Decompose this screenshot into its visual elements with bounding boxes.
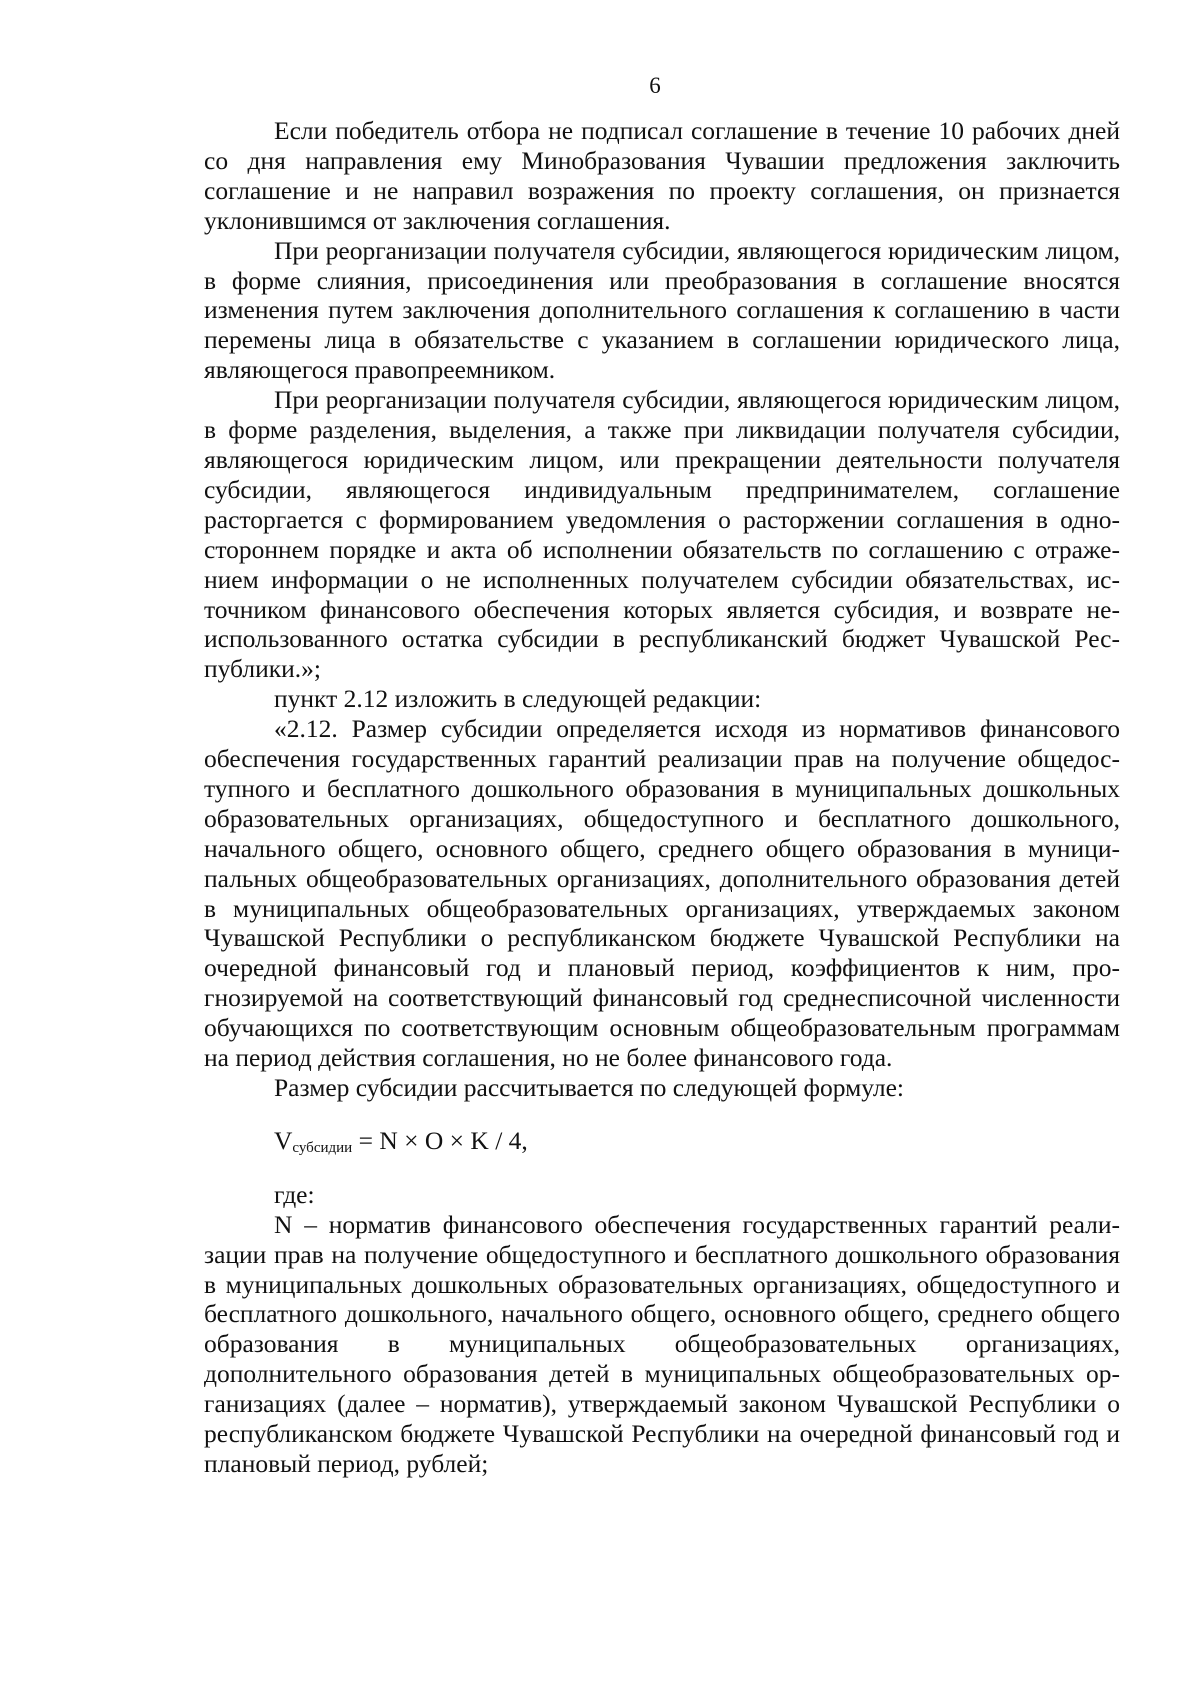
paragraph-winner-evasion: Если победитель отбора не подписал соглашение в течение 10 рабочих дней со дня направления ему Минобразования Чувашии предложения заключить соглашение и не направил возражения по проекту соглашения, он признается уклонившимся от заключения соглашения. [204, 116, 1120, 235]
formula-subscript: субсидии [292, 1139, 353, 1156]
paragraph-reorganization-merger: При реорганизации получателя субсидии, являющегося юридическим лицом, в форме слияния, присоединения или преобразования в соглашение вносятся изменения путем заключения дополнительного соглашения к соглашению в части перемены лица в обязательстве с указанием в соглашении юридического лица, являющегося правопреемником. [204, 235, 1120, 385]
formula-base: V [274, 1125, 293, 1155]
subsidy-formula [204, 1126, 1120, 1156]
paragraph-clause-2-12: «2.12. Размер субсидии определяется исходя из нормативов финансового обеспечения государственных гарантий реализации прав на получение общедоступного и бесплатного дошкольного образования в муниципальных дошкольных образовательных организациях, общедоступного и бесплатного дошкольного, начального общего, основного общего, среднего общего образования в муниципальных общеобразовательных организациях, дополнительного образования детей в муниципальных общеобразовательных организациях, утверждаемых законом Чувашской Республики о республиканском бюджете Чувашской Республики на очередной финансовый год и плановый период, коэффициентов к ним, прогнозируемой на соответствующий финансовый год среднесписочной численности обучающихся по соответствующим основным общеобразовательным программам на период действия соглашения, но не более финансового года. [204, 714, 1120, 1073]
paragraph-norm-definition: N – норматив финансового обеспечения государственных гарантий реализации прав на получение общедоступного и бесплатного дошкольного образования в муниципальных дошкольных образовательных организациях, общедоступного и бесплатного дошкольного, начального общего, основного общего, среднего общего образования в муниципальных общеобразовательных организациях, дополнительного образования детей в муниципальных общеобразовательных организациях (далее – норматив), утверждаемый законом Чувашской Республики о республиканском бюджете Чувашской Республики на очередной финансовый год и плановый период, рублей; [204, 1209, 1120, 1478]
page-number: 6 [649, 73, 661, 98]
paragraph-reorganization-division: При реорганизации получателя субсидии, являющегося юридическим лицом, в форме разделения, выделения, а также при ликвидации получателя субсидии, являющегося юридическим лицом, или прекращении деятельности получателя субсидии, являющегося индивидуальным предпринимателем, соглашение расторгается с формированием уведомления о расторжении соглашения в одностороннем порядке и акта об исполнении обязательств по соглашению с отражением информации о не исполненных получателем субсидии обязательствах, источником финансового обеспечения которых является субсидия, и возврате неиспользованного остатка субсидии в республиканский бюджет Чувашской Республики.»; [204, 385, 1120, 684]
document-body [204, 116, 1120, 1479]
formula-expression: = N × O × K / 4, [352, 1125, 528, 1155]
paragraph-where: где: [274, 1179, 315, 1209]
paragraph-clause-2-12-intro: пункт 2.12 изложить в следующей редакции: [274, 684, 762, 714]
paragraph-formula-intro: Размер субсидии рассчитывается по следующей формуле: [274, 1073, 905, 1102]
